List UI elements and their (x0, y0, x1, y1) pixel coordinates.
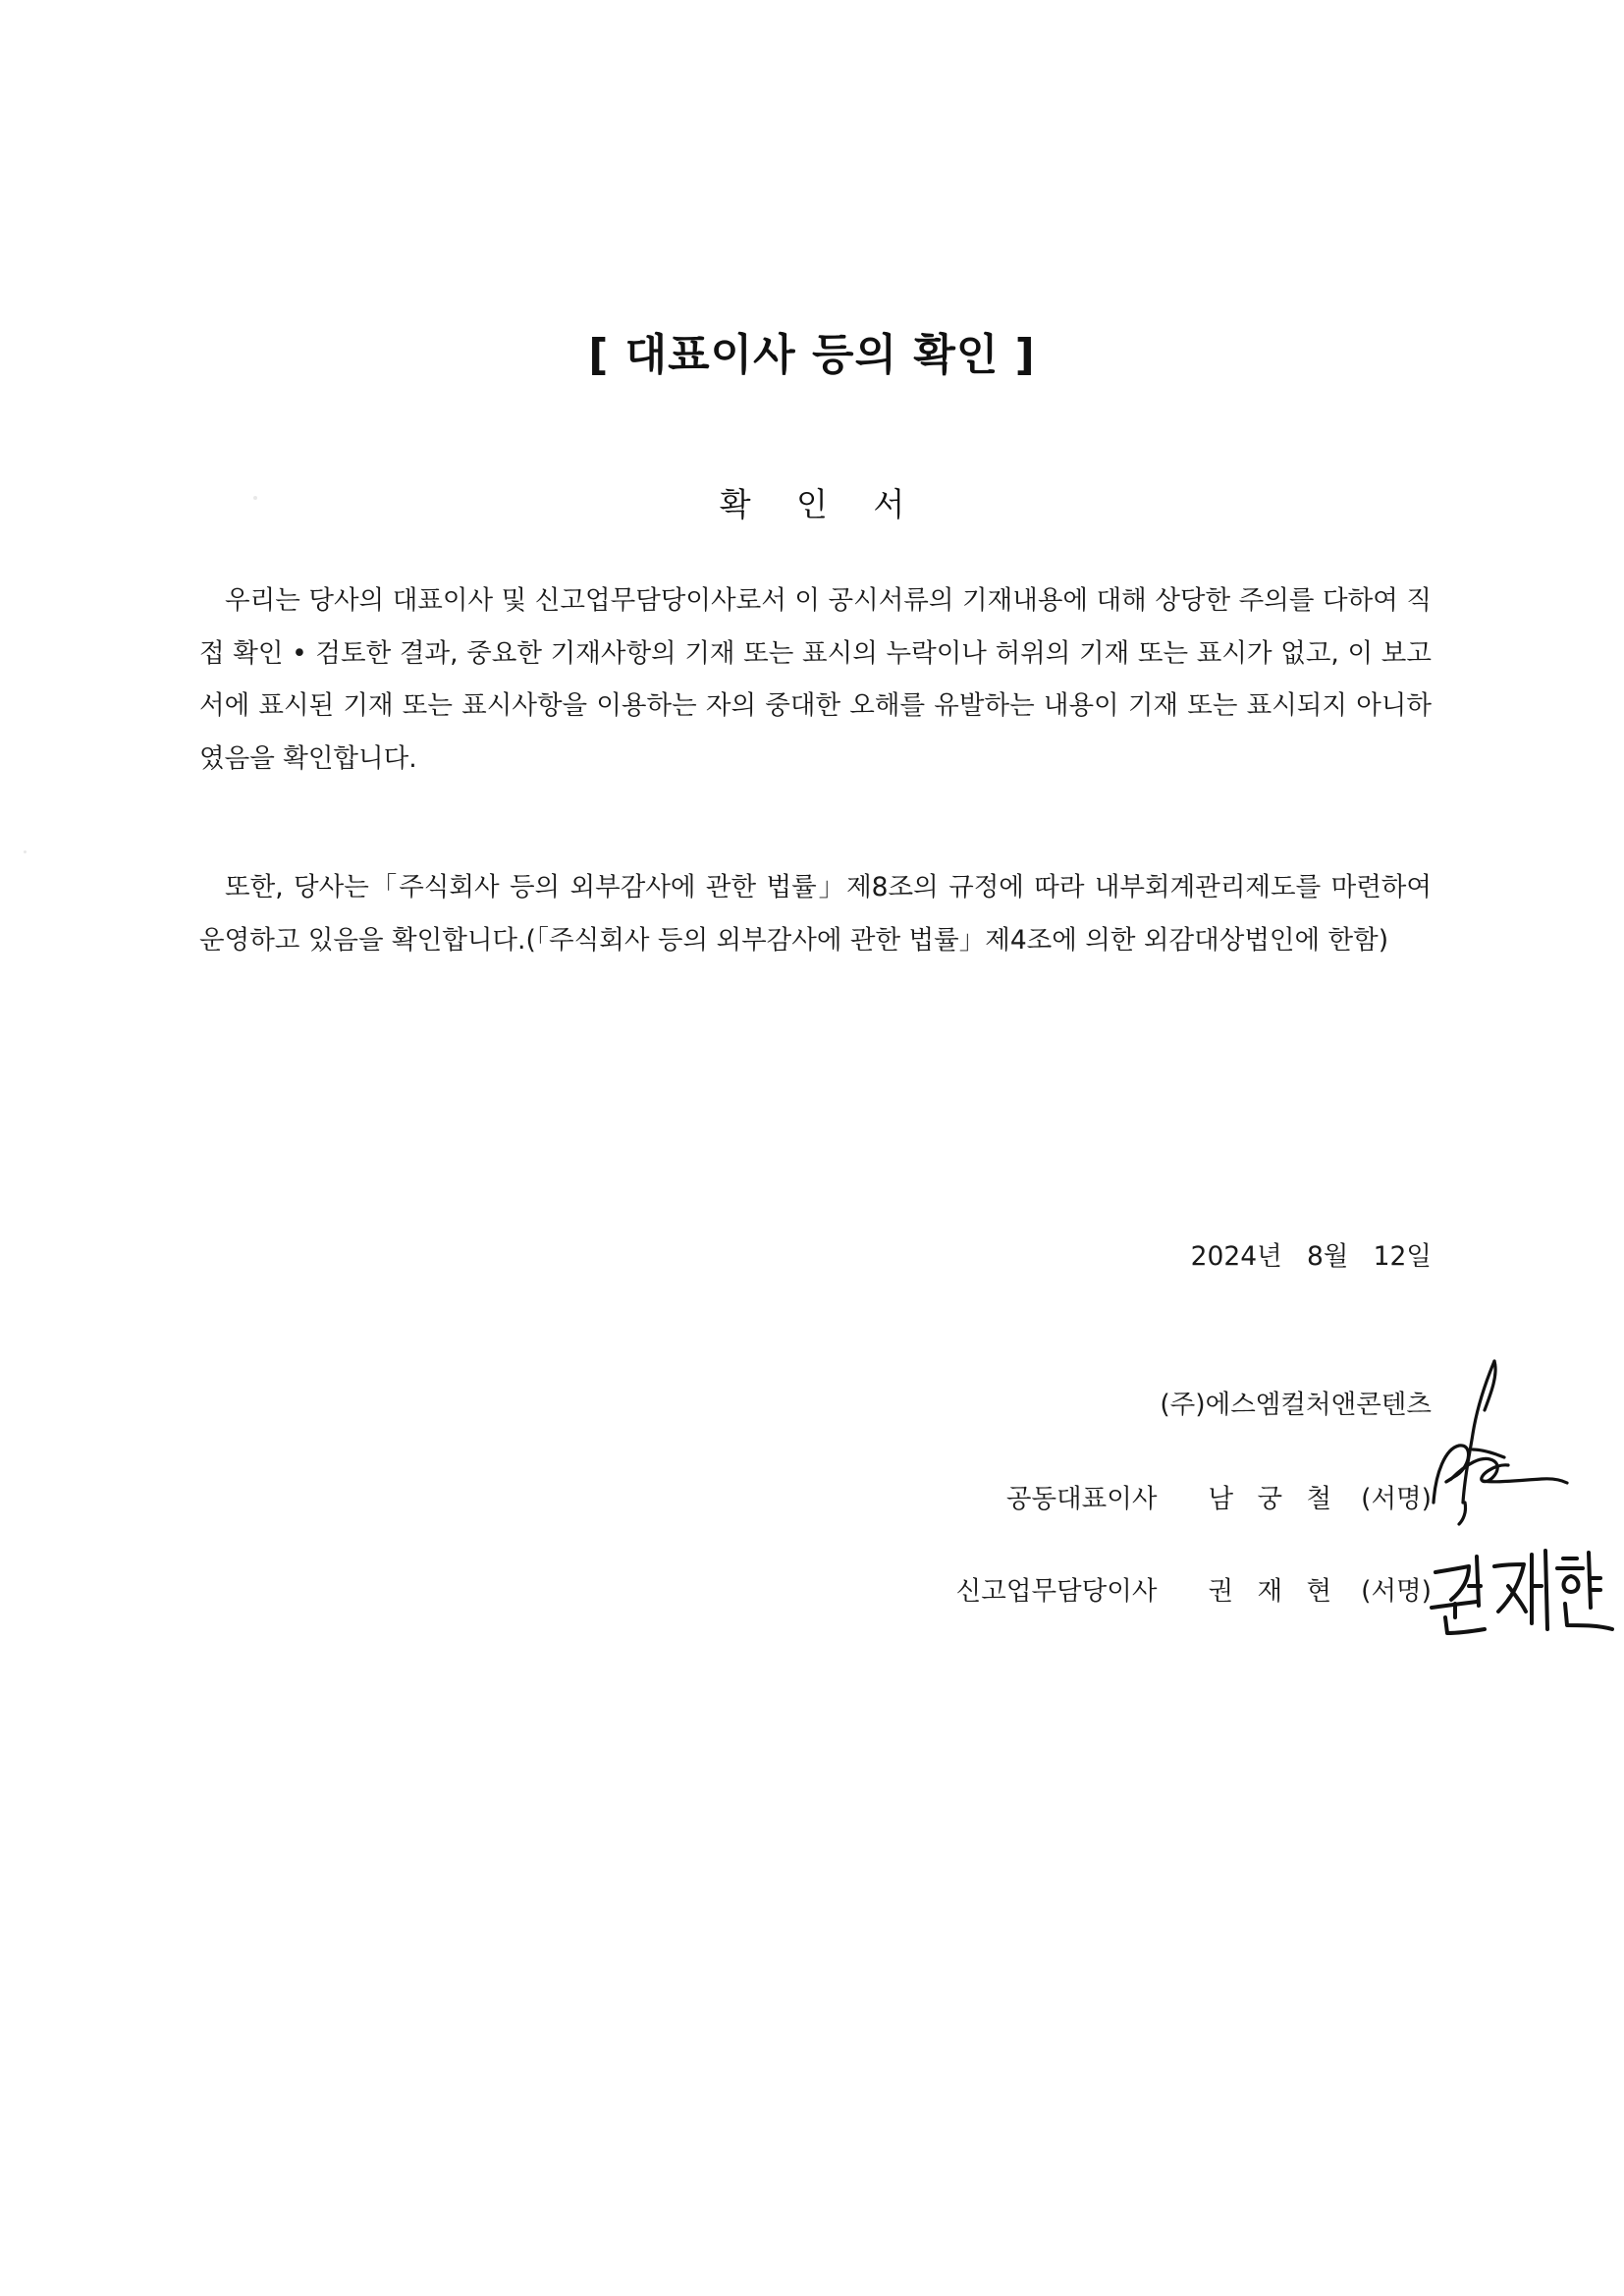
signatory-row-ceo (1006, 1477, 1432, 1515)
signatory-role: 신고업무담당이사 (955, 1576, 1158, 1607)
signature-label: (서명) (1361, 1576, 1432, 1607)
signatory-name: 권 재 현 (1208, 1576, 1340, 1607)
signatory-row-disclosure-officer (956, 1569, 1432, 1608)
handwritten-signature-icon (1426, 1355, 1573, 1527)
page-title: [ 대표이사 등의 확인 ] (588, 330, 1036, 380)
handwritten-signature-icon (1430, 1547, 1616, 1645)
scan-speck (24, 850, 27, 853)
signature-label: (서명) (1361, 1484, 1432, 1514)
confirmation-paragraph: 우리는 당사의 대표이사 및 신고업무담당이사로서 이 공시서류의 기재내용에 대해 상당한 주의를 다하여 직접 확인 • 검토한 결과, 중요한 기재사항의 기재 또는 표시의 누락이나 허위의 기재 또는 표시가 없고, 이 보고서에 표시된 기재 또는 표시사항을 이용하는 자의 중대한 오해를 유발하는 내용이 기재 또는 표시되지 아니하였음을 확인합니다. (199, 585, 1432, 774)
internal-control-paragraph: 또한, 당사는「주식회사 등의 외부감사에 관한 법률」제8조의 규정에 따라 내부회계관리제도를 마련하여 운영하고 있음을 확인합니다.(「주식회사 등의 외부감사에 관한 법률」제4조에 의한 외감대상법인에 한함) (199, 872, 1432, 956)
document-date: 2024년 8월 12일 (1190, 1241, 1432, 1272)
signatory-name: 남 궁 철 (1208, 1484, 1340, 1514)
company-name: (주)에스엠컬처앤콘텐츠 (1160, 1390, 1432, 1420)
signatory-role: 공동대표이사 (1005, 1484, 1158, 1514)
document-subtitle: 확 인 서 (719, 485, 923, 523)
